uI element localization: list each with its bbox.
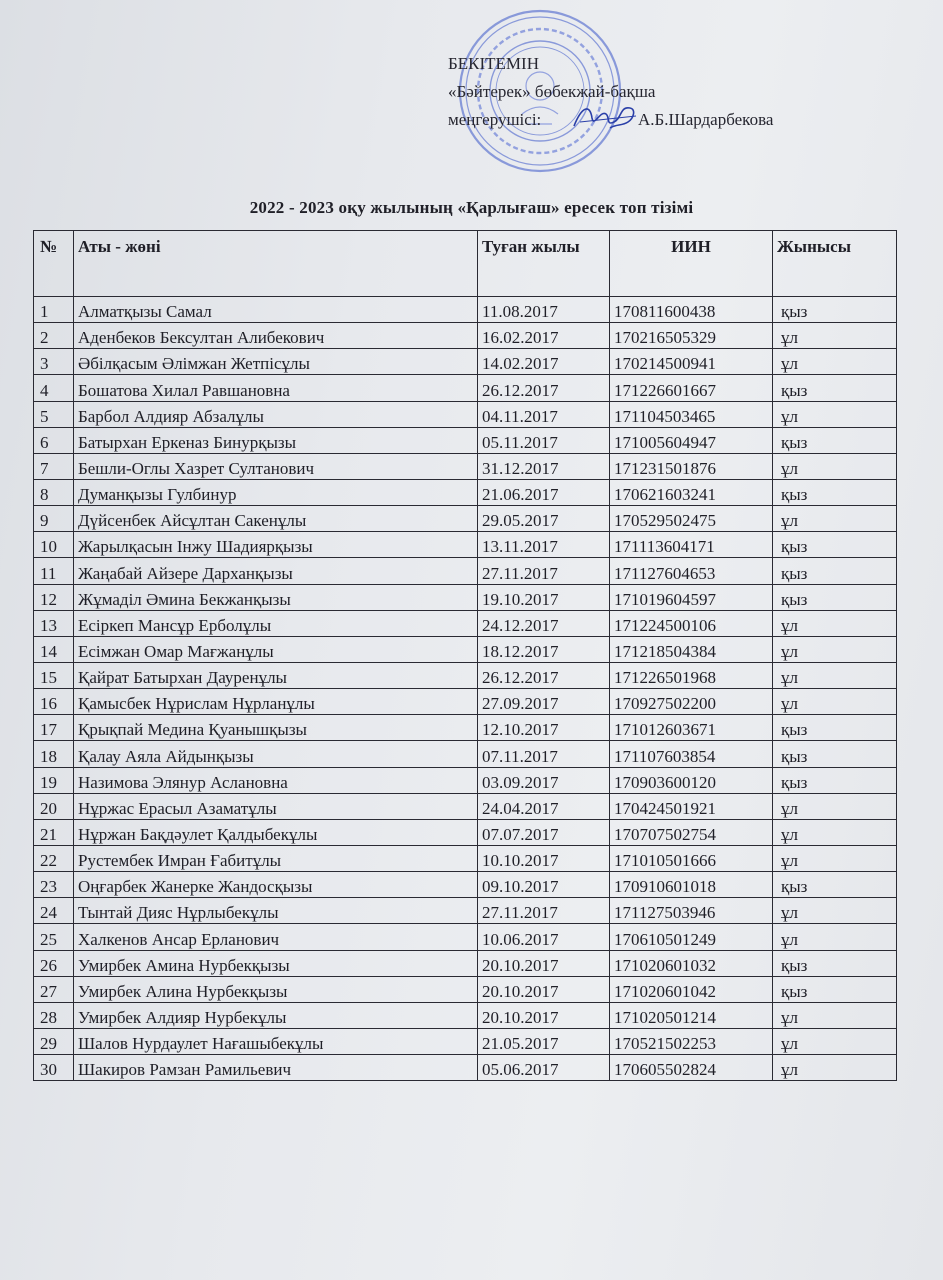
row-birth-date: 10.10.2017 [478,845,610,871]
row-gender: ұл [773,401,897,427]
row-iin: 170811600438 [610,297,773,323]
row-birth-date: 13.11.2017 [478,532,610,558]
row-number: 12 [34,584,74,610]
row-full-name: Умирбек Алина Нурбекқызы [74,976,478,1002]
row-full-name: Назимова Элянур Аслановна [74,767,478,793]
row-gender: ұл [773,636,897,662]
row-birth-date: 05.06.2017 [478,1055,610,1081]
row-number: 30 [34,1055,74,1081]
row-birth-date: 11.08.2017 [478,297,610,323]
row-iin: 170707502754 [610,819,773,845]
row-full-name: Жұмаділ Әмина Бекжанқызы [74,584,478,610]
row-iin: 170610501249 [610,924,773,950]
row-iin: 170910601018 [610,872,773,898]
row-number: 13 [34,610,74,636]
table-header-row [34,231,897,297]
table-body [34,297,897,1081]
row-iin: 170927502200 [610,689,773,715]
table-row [34,506,897,532]
table-row [34,950,897,976]
row-birth-date: 20.10.2017 [478,976,610,1002]
table-row [34,297,897,323]
row-gender: қыз [773,532,897,558]
table-row [34,323,897,349]
table-row [34,845,897,871]
row-iin: 170903600120 [610,767,773,793]
row-iin: 171127503946 [610,898,773,924]
table-row [34,610,897,636]
table-row [34,976,897,1002]
row-full-name: Аденбеков Бексултан Алибекович [74,323,478,349]
row-full-name: Батырхан Еркеназ Бинурқызы [74,427,478,453]
row-gender: қыз [773,976,897,1002]
row-full-name: Қалау Аяла Айдынқызы [74,741,478,767]
row-birth-date: 24.12.2017 [478,610,610,636]
row-birth-date: 27.09.2017 [478,689,610,715]
row-full-name: Есіркеп Мансұр Ерболұлы [74,610,478,636]
row-gender: қыз [773,479,897,505]
row-gender: қыз [773,950,897,976]
table-row [34,924,897,950]
row-number: 9 [34,506,74,532]
row-iin: 170214500941 [610,349,773,375]
head-line [448,106,774,134]
table-row [34,715,897,741]
approval-heading: БЕКІТЕМІН [448,54,539,73]
table-row [34,584,897,610]
row-gender: қыз [773,715,897,741]
row-full-name: Бешли-Оглы Хазрет Султанович [74,453,478,479]
row-gender: ұл [773,898,897,924]
table-row [34,349,897,375]
row-gender: ұл [773,819,897,845]
row-gender: ұл [773,689,897,715]
row-number: 29 [34,1028,74,1054]
row-iin: 170216505329 [610,323,773,349]
row-full-name: Қайрат Батырхан Дауренұлы [74,662,478,688]
row-gender: ұл [773,349,897,375]
row-number: 23 [34,872,74,898]
row-number: 17 [34,715,74,741]
row-birth-date: 20.10.2017 [478,1002,610,1028]
row-iin: 171226501968 [610,662,773,688]
row-birth-date: 07.07.2017 [478,819,610,845]
row-number: 2 [34,323,74,349]
row-iin: 171020601042 [610,976,773,1002]
row-full-name: Алматқызы Самал [74,297,478,323]
row-full-name: Думанқызы Гулбинур [74,479,478,505]
table-row [34,872,897,898]
row-number: 21 [34,819,74,845]
row-iin: 171005604947 [610,427,773,453]
row-gender: ұл [773,323,897,349]
table-row [34,1002,897,1028]
row-full-name: Тынтай Дияс Нұрлыбекұлы [74,898,478,924]
row-full-name: Халкенов Ансар Ерланович [74,924,478,950]
row-birth-date: 10.06.2017 [478,924,610,950]
table-row [34,689,897,715]
row-birth-date: 27.11.2017 [478,558,610,584]
row-number: 3 [34,349,74,375]
kindergarten-name: «Бәйтерек» бөбекжай-бақша [448,82,656,101]
table-row [34,532,897,558]
row-number: 22 [34,845,74,871]
approval-block [448,50,774,134]
row-number: 10 [34,532,74,558]
row-iin: 171107603854 [610,741,773,767]
row-birth-date: 19.10.2017 [478,584,610,610]
row-number: 27 [34,976,74,1002]
row-birth-date: 09.10.2017 [478,872,610,898]
table-row [34,1055,897,1081]
row-gender: қыз [773,297,897,323]
row-gender: қыз [773,427,897,453]
row-gender: ұл [773,610,897,636]
row-full-name: Жарылқасын Інжу Шадиярқызы [74,532,478,558]
row-gender: ұл [773,1028,897,1054]
row-birth-date: 26.12.2017 [478,375,610,401]
row-full-name: Бошатова Хилал Равшановна [74,375,478,401]
row-full-name: Умирбек Амина Нурбекқызы [74,950,478,976]
row-iin: 171224500106 [610,610,773,636]
row-number: 5 [34,401,74,427]
row-number: 28 [34,1002,74,1028]
row-number: 24 [34,898,74,924]
row-number: 16 [34,689,74,715]
row-birth-date: 26.12.2017 [478,662,610,688]
row-birth-date: 04.11.2017 [478,401,610,427]
header-number: № [34,231,74,297]
signature [570,100,642,134]
row-number: 1 [34,297,74,323]
header-iin: ИИН [610,231,773,297]
row-gender: ұл [773,453,897,479]
table-row [34,898,897,924]
row-gender: ұл [773,924,897,950]
row-birth-date: 03.09.2017 [478,767,610,793]
row-number: 26 [34,950,74,976]
row-iin: 171020501214 [610,1002,773,1028]
table-row [34,636,897,662]
row-number: 11 [34,558,74,584]
row-gender: ұл [773,662,897,688]
document-title: 2022 - 2023 оқу жылының «Қарлығаш» ересек топ тізімі [249,198,694,217]
row-birth-date: 07.11.2017 [478,741,610,767]
header-gender: Жынысы [773,231,897,297]
row-number: 4 [34,375,74,401]
row-number: 14 [34,636,74,662]
table-row [34,793,897,819]
row-number: 15 [34,662,74,688]
row-birth-date: 31.12.2017 [478,453,610,479]
row-number: 18 [34,741,74,767]
row-full-name: Рустембек Имран Ғабитұлы [74,845,478,871]
row-gender: қыз [773,767,897,793]
row-birth-date: 27.11.2017 [478,898,610,924]
row-gender: қыз [773,741,897,767]
row-birth-date: 05.11.2017 [478,427,610,453]
row-number: 20 [34,793,74,819]
row-iin: 170605502824 [610,1055,773,1081]
table-row [34,427,897,453]
row-iin: 171019604597 [610,584,773,610]
row-number: 8 [34,479,74,505]
row-iin: 170424501921 [610,793,773,819]
row-full-name: Жаңабай Айзере Дарханқызы [74,558,478,584]
table-row [34,767,897,793]
table-row [34,401,897,427]
children-list-table [33,230,897,1081]
row-number: 19 [34,767,74,793]
header-birth-year-label: Туған жылы [482,237,580,256]
row-full-name: Нұржас Ерасыл Азаматұлы [74,793,478,819]
row-full-name: Қрықпай Медина Қуанышқызы [74,715,478,741]
row-full-name: Дүйсенбек Айсұлтан Сакенұлы [74,506,478,532]
row-full-name: Шакиров Рамзан Рамильевич [74,1055,478,1081]
row-birth-date: 12.10.2017 [478,715,610,741]
row-full-name: Қамысбек Нұрислам Нұрланұлы [74,689,478,715]
row-birth-date: 21.06.2017 [478,479,610,505]
row-gender: ұл [773,793,897,819]
row-iin: 170529502475 [610,506,773,532]
row-iin: 171226601667 [610,375,773,401]
row-full-name: Барбол Алдияр Абзалұлы [74,401,478,427]
row-gender: қыз [773,872,897,898]
row-gender: қыз [773,558,897,584]
row-full-name: Шалов Нурдаулет Нағашыбекұлы [74,1028,478,1054]
table-row [34,1028,897,1054]
table-row [34,453,897,479]
row-number: 7 [34,453,74,479]
row-iin: 171012603671 [610,715,773,741]
row-iin: 171104503465 [610,401,773,427]
table-row [34,479,897,505]
row-birth-date: 29.05.2017 [478,506,610,532]
row-gender: қыз [773,584,897,610]
row-full-name: Есімжан Омар Мағжанұлы [74,636,478,662]
row-birth-date: 18.12.2017 [478,636,610,662]
row-gender: ұл [773,845,897,871]
row-iin: 171127604653 [610,558,773,584]
row-birth-date: 21.05.2017 [478,1028,610,1054]
row-birth-date: 14.02.2017 [478,349,610,375]
row-gender: ұл [773,1002,897,1028]
row-number: 6 [34,427,74,453]
row-iin: 170621603241 [610,479,773,505]
table-row [34,741,897,767]
row-birth-date: 24.04.2017 [478,793,610,819]
row-full-name: Оңғарбек Жанерке Жандосқызы [74,872,478,898]
row-gender: ұл [773,1055,897,1081]
row-iin: 171231501876 [610,453,773,479]
table-row [34,558,897,584]
row-number: 25 [34,924,74,950]
row-birth-date: 20.10.2017 [478,950,610,976]
table-row [34,662,897,688]
row-full-name: Әбілқасым Әлімжан Жетпісұлы [74,349,478,375]
head-label: меңгерушісі: [448,110,542,129]
table-row [34,375,897,401]
row-birth-date: 16.02.2017 [478,323,610,349]
head-name: А.Б.Шардарбекова [638,110,774,129]
row-iin: 170521502253 [610,1028,773,1054]
header-birth-year [478,231,610,297]
row-iin: 171218504384 [610,636,773,662]
row-full-name: Умирбек Алдияр Нурбекұлы [74,1002,478,1028]
row-gender: қыз [773,375,897,401]
row-iin: 171113604171 [610,532,773,558]
row-gender: ұл [773,506,897,532]
header-full-name: Аты - жөні [74,231,478,297]
row-full-name: Нұржан Бақдәулет Қалдыбекұлы [74,819,478,845]
row-iin: 171010501666 [610,845,773,871]
row-iin: 171020601032 [610,950,773,976]
table-row [34,819,897,845]
